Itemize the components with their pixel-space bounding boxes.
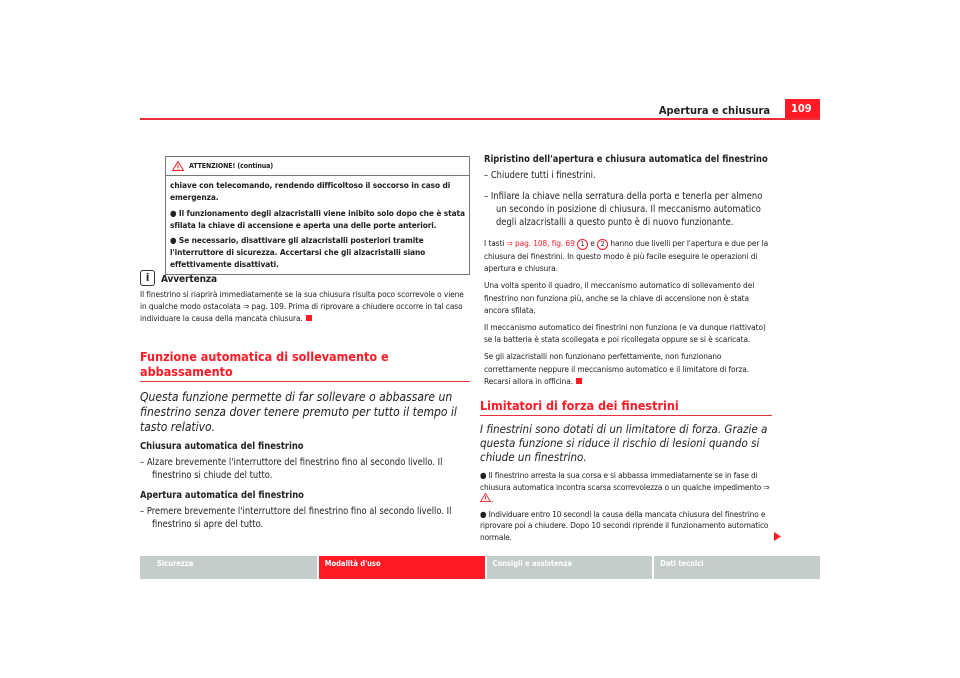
section-lead: I finestrini sono dotati di un limitatore di forza. Grazie a questa funzione si riduce il rischio di lesioni quando si chiude un finestrino. <box>480 422 768 464</box>
paragraph: Una volta spento il quadro, il meccanismo automatico di sollevamento del finestrino non funziona più, anche se la chiave di accensione non è stata ancora sfilata. <box>484 280 755 315</box>
note-text: Il finestrino si riaprirà immediatamente se la sua chiusura risulta poco scorrevole o viene in qualche modo ostacolata ⇒ pag. 109. Prima di riprovare a chiudere occorre in tal caso individuare la causa della mancata chiusura. <box>140 289 464 324</box>
subheading: Ripristino dell'apertura e chiusura automatica del finestrino <box>484 154 768 165</box>
text: e <box>590 238 595 248</box>
end-marker-icon <box>576 378 582 384</box>
callout-1: 1 <box>577 239 588 250</box>
header-divider <box>140 118 820 120</box>
step: – Premere brevemente l'interruttore del finestrino fino al secondo livello. Il finestrino si apre del tutto. <box>140 506 452 530</box>
warning-bullet: Il funzionamento degli alzacristalli viene inibito solo dopo che è stata sfilata la chiave di accensione e aperta una delle porte anteriori. <box>170 207 465 230</box>
paragraph: Il meccanismo automatico dei finestrini non funziona (e va dunque riattivato) se la batteria è stata scollegata e poi ricollegata oppure se si è scaricata. <box>484 322 766 345</box>
step: – Infilare la chiave nella serratura della porta e tenerla per almeno un secondo in posizione di chiusura. Il meccanismo automatico degli alzacristalli a questo punto è di nuovo funzionante. <box>484 191 763 228</box>
chapter-title: Apertura e chiusura <box>658 104 770 117</box>
warning-title: ATTENZIONE! (continua) <box>189 162 274 170</box>
note-title: Avvertenza <box>161 273 217 285</box>
warning-box: ATTENZIONE! (continua) chiave con telecomando, rendendo difficoltoso il soccorso in caso di emergenza. ● Il funzionamento degli alzacristalli viene inibito solo dopo che è stata sfilata la chiave di accensione e aperta una delle porte anteriori. ● Se necessario, disattivare gli alzacristalli posteriori tramite l'interruttore di sicurezza. Accertarsi che gli alzacristalli siano effettivamente disattivati. <box>165 156 470 275</box>
step: – Alzare brevemente l'interruttore del finestrino fino al secondo livello. Il finestrino si chiude del tutto. <box>140 457 443 481</box>
section-heading: Limitatori di forza dei finestrini <box>480 398 772 416</box>
page-link[interactable]: ⇒ pag. 108, fig. 69 <box>506 238 575 248</box>
info-icon: i <box>140 270 155 286</box>
tab-consigli-assistenza[interactable]: Consigli e assistenza <box>487 556 653 579</box>
subheading: Apertura automatica del finestrino <box>140 490 304 501</box>
bullet: Individuare entro 10 secondi la causa della mancata chiusura del finestrino e riprovare poi a chiudere. Dopo 10 secondi riprende il funzionamento automatico normale. <box>480 508 769 542</box>
tab-sicurezza[interactable]: Sicurezza <box>140 556 317 579</box>
end-marker-icon <box>306 315 312 321</box>
footer-nav <box>140 556 820 579</box>
tab-modalita-uso[interactable]: Modalità d'uso <box>319 556 485 579</box>
section-lead: Questa funzione permette di far sollevare o abbassare un finestrino senza dover tenere premuto per tutto il tempo il tasto relativo. <box>140 390 457 434</box>
callout-2: 2 <box>597 239 608 250</box>
text: I tasti <box>484 238 505 248</box>
tab-dati-tecnici[interactable]: Dati tecnici <box>654 556 820 579</box>
subheading: Chiusura automatica del finestrino <box>140 441 304 452</box>
note <box>140 270 470 325</box>
text: hanno due livelli per l'apertura e due per la chiusura dei finestrini. In questo modo è più facile eseguire le operazioni di apertura e chiusura. <box>484 238 769 274</box>
section-heading: Funzione automatica di sollevamento e abbassamento <box>140 349 470 382</box>
step: – Chiudere tutti i finestrini. <box>484 170 596 181</box>
warning-icon <box>480 493 491 502</box>
bullet: Il finestrino arresta la sua corsa e si abbassa immediatamente se in fase di chiusura automatica incontra scarsa scorrevolezza o un qualche impedimento ⇒ <box>480 470 770 492</box>
paragraph: Se gli alzacristalli non funzionano perfettamente, non funzionano correttamente neppure il meccanismo automatico e il limitatore di forza. Recarsi allora in officina. <box>484 351 750 386</box>
warning-bullet: Se necessario, disattivare gli alzacristalli posteriori tramite l'interruttore di sicurezza. Accertarsi che gli alzacristalli siano effettivamente disattivati. <box>170 235 426 270</box>
warning-icon <box>172 161 184 171</box>
page-number: 109 <box>785 99 820 118</box>
next-page-arrow-icon[interactable] <box>774 532 782 541</box>
warning-text: chiave con telecomando, rendendo difficoltoso il soccorso in caso di emergenza. <box>170 180 451 203</box>
